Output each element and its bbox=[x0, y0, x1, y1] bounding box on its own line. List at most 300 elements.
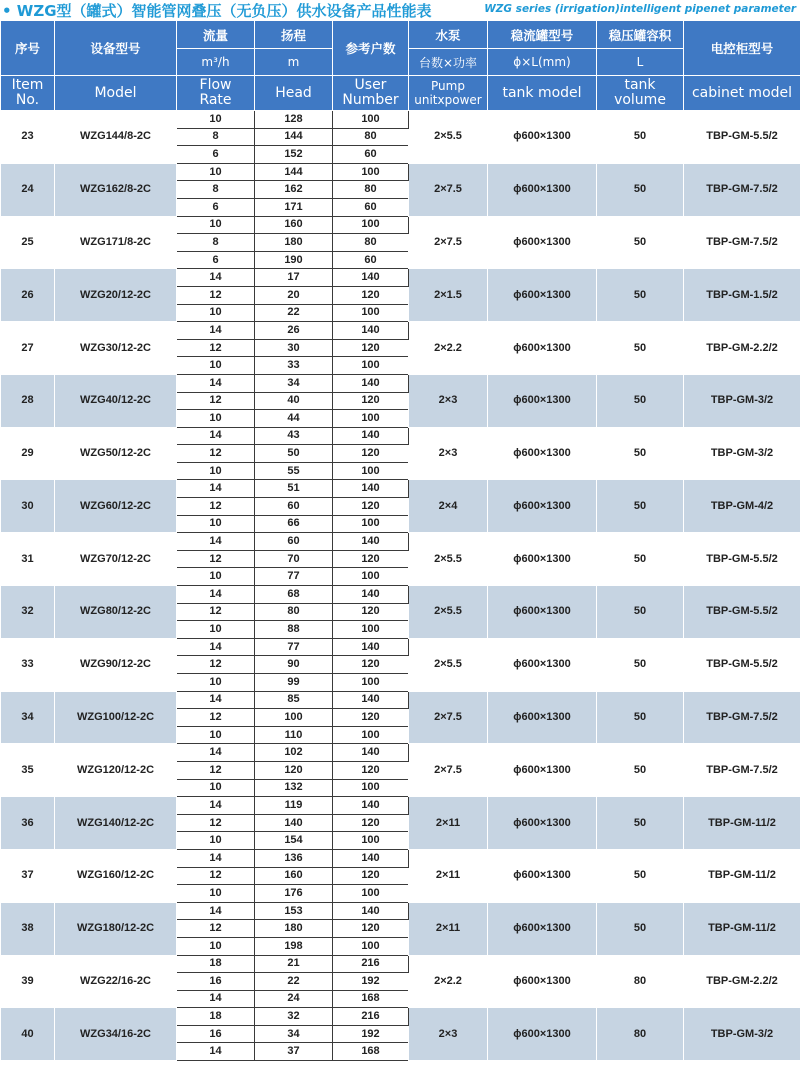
pump-spec: 2×3 bbox=[409, 427, 488, 480]
flow-rate-cell: 12 bbox=[177, 761, 255, 779]
head-cell: 77 bbox=[255, 568, 333, 586]
head-cell: 55 bbox=[255, 462, 333, 480]
performance-table bbox=[0, 20, 800, 1061]
user-number-cell: 140 bbox=[333, 797, 409, 815]
head-cell: 22 bbox=[255, 304, 333, 322]
user-number-cell: 140 bbox=[333, 480, 409, 498]
header-volume-unit: L bbox=[597, 49, 684, 76]
user-number-cell: 120 bbox=[333, 867, 409, 885]
tank-volume: 50 bbox=[597, 902, 684, 955]
tank-model: ϕ600×1300 bbox=[488, 111, 597, 164]
head-cell: 140 bbox=[255, 814, 333, 832]
flow-rate-cell: 10 bbox=[177, 674, 255, 692]
tank-volume: 50 bbox=[597, 269, 684, 322]
model-name: WZG160/12-2C bbox=[55, 849, 177, 902]
tank-volume: 50 bbox=[597, 216, 684, 269]
user-number-cell: 100 bbox=[333, 726, 409, 744]
user-number-cell: 100 bbox=[333, 462, 409, 480]
tank-volume: 50 bbox=[597, 427, 684, 480]
flow-rate-cell: 12 bbox=[177, 498, 255, 516]
flow-rate-cell: 12 bbox=[177, 867, 255, 885]
flow-rate-cell: 14 bbox=[177, 269, 255, 287]
tank-model: ϕ600×1300 bbox=[488, 480, 597, 533]
tank-model: ϕ600×1300 bbox=[488, 638, 597, 691]
header-flow-en-line2: Rate bbox=[199, 92, 232, 108]
tank-volume: 50 bbox=[597, 797, 684, 850]
head-cell: 66 bbox=[255, 515, 333, 533]
user-number-cell: 100 bbox=[333, 937, 409, 955]
header-head-en: Head bbox=[255, 76, 333, 111]
model-name: WZG144/8-2C bbox=[55, 111, 177, 164]
header-flow-unit: m³/h bbox=[177, 49, 255, 76]
tank-model: ϕ600×1300 bbox=[488, 902, 597, 955]
user-number-cell: 100 bbox=[333, 779, 409, 797]
flow-rate-cell: 18 bbox=[177, 1008, 255, 1026]
pump-spec: 2×5.5 bbox=[409, 638, 488, 691]
user-number-cell: 120 bbox=[333, 286, 409, 304]
flow-rate-cell: 14 bbox=[177, 797, 255, 815]
tank-volume: 50 bbox=[597, 638, 684, 691]
table-row bbox=[1, 691, 800, 709]
flow-rate-cell: 12 bbox=[177, 709, 255, 727]
tank-volume: 50 bbox=[597, 586, 684, 639]
head-cell: 136 bbox=[255, 849, 333, 867]
head-cell: 144 bbox=[255, 128, 333, 146]
flow-rate-cell: 10 bbox=[177, 304, 255, 322]
flow-rate-cell: 12 bbox=[177, 286, 255, 304]
header-users-cn: 参考户数 bbox=[333, 21, 409, 76]
head-cell: 85 bbox=[255, 691, 333, 709]
item-number: 37 bbox=[1, 849, 55, 902]
tank-model: ϕ600×1300 bbox=[488, 533, 597, 586]
pump-spec: 2×7.5 bbox=[409, 163, 488, 216]
flow-rate-cell: 10 bbox=[177, 832, 255, 850]
cabinet-model: TBP-GM-7.5/2 bbox=[684, 691, 800, 744]
cabinet-model: TBP-GM-5.5/2 bbox=[684, 586, 800, 639]
item-number: 40 bbox=[1, 1008, 55, 1061]
head-cell: 88 bbox=[255, 621, 333, 639]
header-pump-unit: 台数×功率 bbox=[409, 49, 488, 76]
flow-rate-cell: 12 bbox=[177, 550, 255, 568]
flow-rate-cell: 10 bbox=[177, 885, 255, 903]
head-cell: 51 bbox=[255, 480, 333, 498]
flow-rate-cell: 12 bbox=[177, 656, 255, 674]
header-item-en-line1: Item bbox=[11, 77, 44, 93]
flow-rate-cell: 18 bbox=[177, 955, 255, 973]
table-row bbox=[1, 269, 800, 287]
head-cell: 34 bbox=[255, 374, 333, 392]
flow-rate-cell: 10 bbox=[177, 779, 255, 797]
model-name: WZG90/12-2C bbox=[55, 638, 177, 691]
user-number-cell: 216 bbox=[333, 955, 409, 973]
cabinet-model: TBP-GM-11/2 bbox=[684, 797, 800, 850]
flow-rate-cell: 12 bbox=[177, 392, 255, 410]
head-cell: 37 bbox=[255, 1043, 333, 1061]
head-cell: 40 bbox=[255, 392, 333, 410]
tank-model: ϕ600×1300 bbox=[488, 269, 597, 322]
head-cell: 50 bbox=[255, 445, 333, 463]
tank-volume: 80 bbox=[597, 955, 684, 1008]
pump-spec: 2×5.5 bbox=[409, 533, 488, 586]
table-row bbox=[1, 533, 800, 551]
user-number-cell: 120 bbox=[333, 603, 409, 621]
user-number-cell: 140 bbox=[333, 849, 409, 867]
pump-spec: 2×5.5 bbox=[409, 586, 488, 639]
table-header bbox=[1, 21, 800, 111]
user-number-cell: 140 bbox=[333, 427, 409, 445]
head-cell: 198 bbox=[255, 937, 333, 955]
pump-spec: 2×5.5 bbox=[409, 111, 488, 164]
flow-rate-cell: 10 bbox=[177, 568, 255, 586]
user-number-cell: 100 bbox=[333, 216, 409, 234]
pump-spec: 2×4 bbox=[409, 480, 488, 533]
head-cell: 153 bbox=[255, 902, 333, 920]
item-number: 32 bbox=[1, 586, 55, 639]
table-body bbox=[1, 111, 800, 1061]
flow-rate-cell: 14 bbox=[177, 533, 255, 551]
pump-spec: 2×7.5 bbox=[409, 691, 488, 744]
head-cell: 180 bbox=[255, 234, 333, 252]
cabinet-model: TBP-GM-7.5/2 bbox=[684, 216, 800, 269]
model-name: WZG30/12-2C bbox=[55, 322, 177, 375]
user-number-cell: 140 bbox=[333, 374, 409, 392]
head-cell: 119 bbox=[255, 797, 333, 815]
user-number-cell: 140 bbox=[333, 322, 409, 340]
table-row bbox=[1, 849, 800, 867]
head-cell: 60 bbox=[255, 498, 333, 516]
head-cell: 102 bbox=[255, 744, 333, 762]
model-name: WZG20/12-2C bbox=[55, 269, 177, 322]
flow-rate-cell: 6 bbox=[177, 146, 255, 164]
head-cell: 26 bbox=[255, 322, 333, 340]
tank-model: ϕ600×1300 bbox=[488, 586, 597, 639]
header-cabinet-cn: 电控柜型号 bbox=[684, 21, 800, 76]
head-cell: 33 bbox=[255, 357, 333, 375]
user-number-cell: 216 bbox=[333, 1008, 409, 1026]
pump-spec: 2×2.2 bbox=[409, 322, 488, 375]
user-number-cell: 100 bbox=[333, 357, 409, 375]
flow-rate-cell: 14 bbox=[177, 990, 255, 1008]
head-cell: 171 bbox=[255, 198, 333, 216]
cabinet-model: TBP-GM-3/2 bbox=[684, 427, 800, 480]
flow-rate-cell: 6 bbox=[177, 251, 255, 269]
head-cell: 24 bbox=[255, 990, 333, 1008]
flow-rate-cell: 8 bbox=[177, 181, 255, 199]
pump-spec: 2×7.5 bbox=[409, 744, 488, 797]
flow-rate-cell: 10 bbox=[177, 410, 255, 428]
flow-rate-cell: 12 bbox=[177, 814, 255, 832]
model-name: WZG22/16-2C bbox=[55, 955, 177, 1008]
head-cell: 160 bbox=[255, 867, 333, 885]
tank-volume: 50 bbox=[597, 691, 684, 744]
header-model-cn: 设备型号 bbox=[55, 21, 177, 76]
pump-spec: 2×2.2 bbox=[409, 955, 488, 1008]
item-number: 31 bbox=[1, 533, 55, 586]
table-row bbox=[1, 374, 800, 392]
pump-spec: 2×7.5 bbox=[409, 216, 488, 269]
head-cell: 34 bbox=[255, 1025, 333, 1043]
header-flow-cn: 流量 bbox=[177, 21, 255, 49]
user-number-cell: 192 bbox=[333, 973, 409, 991]
cabinet-model: TBP-GM-11/2 bbox=[684, 849, 800, 902]
flow-rate-cell: 10 bbox=[177, 111, 255, 129]
cabinet-model: TBP-GM-3/2 bbox=[684, 374, 800, 427]
header-flow-en bbox=[177, 76, 255, 111]
tank-volume: 50 bbox=[597, 849, 684, 902]
table-row bbox=[1, 638, 800, 656]
tank-model: ϕ600×1300 bbox=[488, 691, 597, 744]
head-cell: 68 bbox=[255, 586, 333, 604]
header-pump-cn: 水泵 bbox=[409, 21, 488, 49]
flow-rate-cell: 8 bbox=[177, 234, 255, 252]
cabinet-model: TBP-GM-2.2/2 bbox=[684, 955, 800, 1008]
flow-rate-cell: 14 bbox=[177, 902, 255, 920]
header-pump-en-line2: unitxpower bbox=[414, 93, 482, 107]
flow-rate-cell: 10 bbox=[177, 937, 255, 955]
item-number: 34 bbox=[1, 691, 55, 744]
cabinet-model: TBP-GM-5.5/2 bbox=[684, 533, 800, 586]
head-cell: 20 bbox=[255, 286, 333, 304]
user-number-cell: 80 bbox=[333, 234, 409, 252]
user-number-cell: 120 bbox=[333, 761, 409, 779]
flow-rate-cell: 10 bbox=[177, 163, 255, 181]
user-number-cell: 192 bbox=[333, 1025, 409, 1043]
model-name: WZG100/12-2C bbox=[55, 691, 177, 744]
tank-model: ϕ600×1300 bbox=[488, 849, 597, 902]
item-number: 25 bbox=[1, 216, 55, 269]
tank-volume: 50 bbox=[597, 163, 684, 216]
flow-rate-cell: 14 bbox=[177, 1043, 255, 1061]
model-name: WZG162/8-2C bbox=[55, 163, 177, 216]
title-chinese: • WZG型（罐式）智能管网叠压（无负压）供水设备产品性能表 bbox=[2, 2, 432, 20]
header-head-cn: 扬程 bbox=[255, 21, 333, 49]
pump-spec: 2×11 bbox=[409, 902, 488, 955]
table-row bbox=[1, 111, 800, 129]
tank-volume: 50 bbox=[597, 533, 684, 586]
item-number: 29 bbox=[1, 427, 55, 480]
tank-model: ϕ600×1300 bbox=[488, 797, 597, 850]
model-name: WZG60/12-2C bbox=[55, 480, 177, 533]
head-cell: 154 bbox=[255, 832, 333, 850]
model-name: WZG50/12-2C bbox=[55, 427, 177, 480]
item-number: 30 bbox=[1, 480, 55, 533]
pump-spec: 2×11 bbox=[409, 797, 488, 850]
head-cell: 110 bbox=[255, 726, 333, 744]
head-cell: 120 bbox=[255, 761, 333, 779]
table-row bbox=[1, 586, 800, 604]
user-number-cell: 60 bbox=[333, 198, 409, 216]
flow-rate-cell: 14 bbox=[177, 744, 255, 762]
cabinet-model: TBP-GM-3/2 bbox=[684, 1008, 800, 1061]
flow-rate-cell: 6 bbox=[177, 198, 255, 216]
header-tank-unit: ϕ×L(mm) bbox=[488, 49, 597, 76]
user-number-cell: 140 bbox=[333, 269, 409, 287]
table-row bbox=[1, 902, 800, 920]
flow-rate-cell: 16 bbox=[177, 1025, 255, 1043]
user-number-cell: 120 bbox=[333, 550, 409, 568]
model-name: WZG180/12-2C bbox=[55, 902, 177, 955]
head-cell: 22 bbox=[255, 973, 333, 991]
header-head-unit: m bbox=[255, 49, 333, 76]
user-number-cell: 60 bbox=[333, 251, 409, 269]
item-number: 28 bbox=[1, 374, 55, 427]
user-number-cell: 100 bbox=[333, 568, 409, 586]
head-cell: 132 bbox=[255, 779, 333, 797]
user-number-cell: 140 bbox=[333, 638, 409, 656]
flow-rate-cell: 12 bbox=[177, 445, 255, 463]
header-users-en-line1: User bbox=[354, 77, 387, 93]
tank-volume: 80 bbox=[597, 1008, 684, 1061]
user-number-cell: 100 bbox=[333, 163, 409, 181]
user-number-cell: 100 bbox=[333, 885, 409, 903]
header-tank-en: tank model bbox=[488, 76, 597, 111]
header-item-cn: 序号 bbox=[1, 21, 55, 76]
flow-rate-cell: 10 bbox=[177, 515, 255, 533]
flow-rate-cell: 12 bbox=[177, 920, 255, 938]
header-users-en bbox=[333, 76, 409, 111]
cabinet-model: TBP-GM-7.5/2 bbox=[684, 163, 800, 216]
head-cell: 32 bbox=[255, 1008, 333, 1026]
head-cell: 180 bbox=[255, 920, 333, 938]
pump-spec: 2×3 bbox=[409, 1008, 488, 1061]
head-cell: 162 bbox=[255, 181, 333, 199]
item-number: 36 bbox=[1, 797, 55, 850]
table-row bbox=[1, 797, 800, 815]
header-item-en bbox=[1, 76, 55, 111]
model-name: WZG140/12-2C bbox=[55, 797, 177, 850]
head-cell: 128 bbox=[255, 111, 333, 129]
item-number: 33 bbox=[1, 638, 55, 691]
user-number-cell: 140 bbox=[333, 691, 409, 709]
header-pump-en-line1: Pump bbox=[431, 79, 465, 93]
cabinet-model: TBP-GM-4/2 bbox=[684, 480, 800, 533]
user-number-cell: 120 bbox=[333, 392, 409, 410]
user-number-cell: 140 bbox=[333, 533, 409, 551]
tank-model: ϕ600×1300 bbox=[488, 427, 597, 480]
cabinet-model: TBP-GM-7.5/2 bbox=[684, 744, 800, 797]
cabinet-model: TBP-GM-2.2/2 bbox=[684, 322, 800, 375]
head-cell: 99 bbox=[255, 674, 333, 692]
table-row bbox=[1, 322, 800, 340]
tank-volume: 50 bbox=[597, 374, 684, 427]
cabinet-model: TBP-GM-11/2 bbox=[684, 902, 800, 955]
head-cell: 77 bbox=[255, 638, 333, 656]
header-volume-en bbox=[597, 76, 684, 111]
head-cell: 100 bbox=[255, 709, 333, 727]
header-item-en-line2: No. bbox=[15, 92, 40, 108]
item-number: 23 bbox=[1, 111, 55, 164]
flow-rate-cell: 10 bbox=[177, 621, 255, 639]
tank-volume: 50 bbox=[597, 322, 684, 375]
head-cell: 160 bbox=[255, 216, 333, 234]
header-model-en: Model bbox=[55, 76, 177, 111]
user-number-cell: 120 bbox=[333, 656, 409, 674]
head-cell: 21 bbox=[255, 955, 333, 973]
flow-rate-cell: 10 bbox=[177, 216, 255, 234]
flow-rate-cell: 12 bbox=[177, 339, 255, 357]
user-number-cell: 60 bbox=[333, 146, 409, 164]
flow-rate-cell: 14 bbox=[177, 480, 255, 498]
user-number-cell: 120 bbox=[333, 339, 409, 357]
table-row bbox=[1, 955, 800, 973]
flow-rate-cell: 14 bbox=[177, 691, 255, 709]
user-number-cell: 140 bbox=[333, 586, 409, 604]
model-name: WZG80/12-2C bbox=[55, 586, 177, 639]
user-number-cell: 80 bbox=[333, 181, 409, 199]
tank-volume: 50 bbox=[597, 744, 684, 797]
user-number-cell: 120 bbox=[333, 920, 409, 938]
tank-model: ϕ600×1300 bbox=[488, 374, 597, 427]
flow-rate-cell: 14 bbox=[177, 322, 255, 340]
table-row bbox=[1, 216, 800, 234]
head-cell: 30 bbox=[255, 339, 333, 357]
head-cell: 176 bbox=[255, 885, 333, 903]
header-volume-en-line2: volume bbox=[614, 92, 666, 108]
header-tank-cn: 稳流罐型号 bbox=[488, 21, 597, 49]
flow-rate-cell: 14 bbox=[177, 427, 255, 445]
model-name: WZG70/12-2C bbox=[55, 533, 177, 586]
user-number-cell: 120 bbox=[333, 709, 409, 727]
title-bar bbox=[0, 0, 800, 20]
flow-rate-cell: 10 bbox=[177, 726, 255, 744]
header-volume-cn: 稳压罐容积 bbox=[597, 21, 684, 49]
head-cell: 43 bbox=[255, 427, 333, 445]
user-number-cell: 120 bbox=[333, 445, 409, 463]
tank-model: ϕ600×1300 bbox=[488, 1008, 597, 1061]
cabinet-model: TBP-GM-5.5/2 bbox=[684, 638, 800, 691]
user-number-cell: 100 bbox=[333, 674, 409, 692]
model-name: WZG171/8-2C bbox=[55, 216, 177, 269]
pump-spec: 2×11 bbox=[409, 849, 488, 902]
tank-model: ϕ600×1300 bbox=[488, 216, 597, 269]
head-cell: 152 bbox=[255, 146, 333, 164]
header-cabinet-en: cabinet model bbox=[684, 76, 800, 111]
header-pump-en bbox=[409, 76, 488, 111]
tank-model: ϕ600×1300 bbox=[488, 322, 597, 375]
header-flow-en-line1: Flow bbox=[199, 77, 232, 93]
user-number-cell: 100 bbox=[333, 304, 409, 322]
tank-model: ϕ600×1300 bbox=[488, 744, 597, 797]
head-cell: 144 bbox=[255, 163, 333, 181]
item-number: 35 bbox=[1, 744, 55, 797]
flow-rate-cell: 8 bbox=[177, 128, 255, 146]
table-row bbox=[1, 744, 800, 762]
item-number: 24 bbox=[1, 163, 55, 216]
head-cell: 17 bbox=[255, 269, 333, 287]
flow-rate-cell: 14 bbox=[177, 374, 255, 392]
item-number: 26 bbox=[1, 269, 55, 322]
model-name: WZG40/12-2C bbox=[55, 374, 177, 427]
pump-spec: 2×3 bbox=[409, 374, 488, 427]
table-row bbox=[1, 1008, 800, 1026]
user-number-cell: 100 bbox=[333, 621, 409, 639]
user-number-cell: 168 bbox=[333, 990, 409, 1008]
flow-rate-cell: 10 bbox=[177, 462, 255, 480]
title-english: WZG series (irrigation)intelligent pipenet parameter bbox=[484, 3, 796, 15]
head-cell: 90 bbox=[255, 656, 333, 674]
model-name: WZG120/12-2C bbox=[55, 744, 177, 797]
header-users-en-line2: Number bbox=[342, 92, 399, 108]
user-number-cell: 168 bbox=[333, 1043, 409, 1061]
flow-rate-cell: 12 bbox=[177, 603, 255, 621]
user-number-cell: 100 bbox=[333, 410, 409, 428]
head-cell: 190 bbox=[255, 251, 333, 269]
tank-volume: 50 bbox=[597, 480, 684, 533]
user-number-cell: 140 bbox=[333, 744, 409, 762]
user-number-cell: 120 bbox=[333, 498, 409, 516]
pump-spec: 2×1.5 bbox=[409, 269, 488, 322]
tank-model: ϕ600×1300 bbox=[488, 955, 597, 1008]
